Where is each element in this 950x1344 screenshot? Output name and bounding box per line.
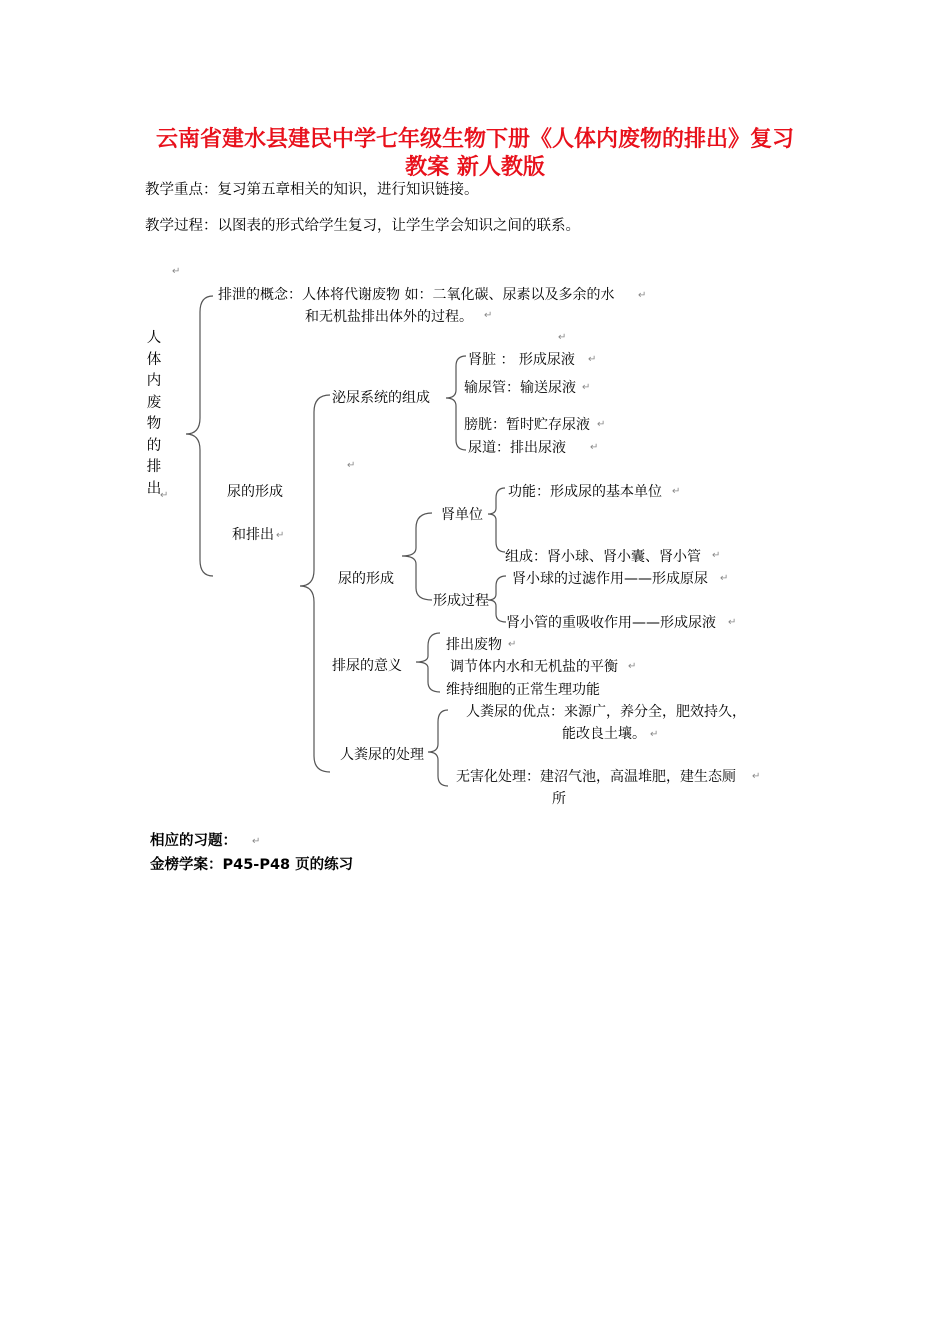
- paragraph-mark: ↵: [720, 573, 729, 584]
- nephron-function: 功能：形成尿的基本单位: [508, 484, 662, 500]
- paragraph-mark: ↵: [558, 332, 567, 343]
- excretion-concept-line2: 和无机盐排出体外的过程。: [305, 309, 473, 325]
- significance-item-1: 排出废物: [446, 637, 502, 653]
- harmless-treatment-line2: 所: [552, 791, 566, 807]
- paragraph-mark: ↵: [582, 382, 591, 393]
- paragraph-mark: ↵: [672, 486, 681, 497]
- urethra-item: 尿道：排出尿液: [468, 440, 566, 456]
- excretion-concept-line1: 排泄的概念：人体将代谢废物 如：二氧化碳、尿素以及多余的水: [218, 287, 615, 303]
- paragraph-mark: ↵: [160, 490, 169, 501]
- harmless-treatment-line1: 无害化处理：建沼气池，高温堆肥，建生态厕: [456, 769, 736, 785]
- teaching-process: 教学过程：以图表的形式给学生复习，让学生学会知识之间的联系。: [145, 218, 580, 234]
- manure-advantage-line2: 能改良土壤。: [562, 726, 646, 742]
- paragraph-mark: ↵: [588, 354, 597, 365]
- paragraph-mark: ↵: [347, 460, 356, 471]
- exercises-heading: 相应的习题：: [150, 833, 237, 849]
- urine-formation-discharge-line2: 和排出: [232, 527, 274, 543]
- manure-handling-label: 人粪尿的处理: [340, 747, 424, 763]
- formation-process-label: 形成过程: [433, 593, 489, 609]
- urination-significance-label: 排尿的意义: [332, 658, 402, 674]
- paragraph-mark: ↵: [252, 836, 261, 847]
- paragraph-mark: ↵: [712, 550, 721, 561]
- paragraph-mark: ↵: [597, 419, 606, 430]
- paragraph-mark: ↵: [650, 729, 659, 740]
- ureter-item: 输尿管：输送尿液: [464, 380, 576, 396]
- urinary-system-label: 泌尿系统的组成: [332, 390, 430, 406]
- glomerulus-filtration: 肾小球的过滤作用——形成原尿: [512, 571, 708, 587]
- significance-item-2: 调节体内水和无机盐的平衡: [450, 659, 618, 675]
- paragraph-mark: ↵: [752, 771, 761, 782]
- paragraph-mark: ↵: [484, 310, 493, 321]
- paragraph-mark: ↵: [172, 266, 181, 277]
- paragraph-mark: ↵: [276, 530, 285, 541]
- document-title-line1: 云南省建水县建民中学七年级生物下册《人体内废物的排出》复习: [155, 127, 794, 152]
- paragraph-mark: ↵: [590, 442, 599, 453]
- manure-advantage-line1: 人粪尿的优点：来源广，养分全，肥效持久，: [466, 704, 746, 720]
- urine-formation-discharge-line1: 尿的形成: [227, 484, 283, 500]
- paragraph-mark: ↵: [638, 290, 647, 301]
- root-topic: 人体内废物的排出: [146, 330, 162, 497]
- kidney-item: 肾脏 ： 形成尿液: [468, 352, 575, 368]
- document-title-line2: 教案 新人教版: [405, 155, 545, 180]
- significance-item-3: 维持细胞的正常生理功能: [446, 682, 600, 698]
- exercises-item: 金榜学案：P45-P48 页的练习: [150, 857, 354, 873]
- key-points: 教学重点：复习第五章相关的知识，进行知识链接。: [145, 182, 479, 198]
- paragraph-mark: ↵: [508, 639, 517, 650]
- nephron-label: 肾单位: [441, 507, 483, 523]
- urine-formation-label: 尿的形成: [338, 571, 394, 587]
- paragraph-mark: ↵: [628, 661, 637, 672]
- bladder-item: 膀胱：暂时贮存尿液: [464, 417, 590, 433]
- paragraph-mark: ↵: [728, 617, 737, 628]
- nephron-composition: 组成：肾小球、肾小囊、肾小管: [505, 549, 701, 565]
- tubule-reabsorption: 肾小管的重吸收作用——形成尿液: [506, 615, 716, 631]
